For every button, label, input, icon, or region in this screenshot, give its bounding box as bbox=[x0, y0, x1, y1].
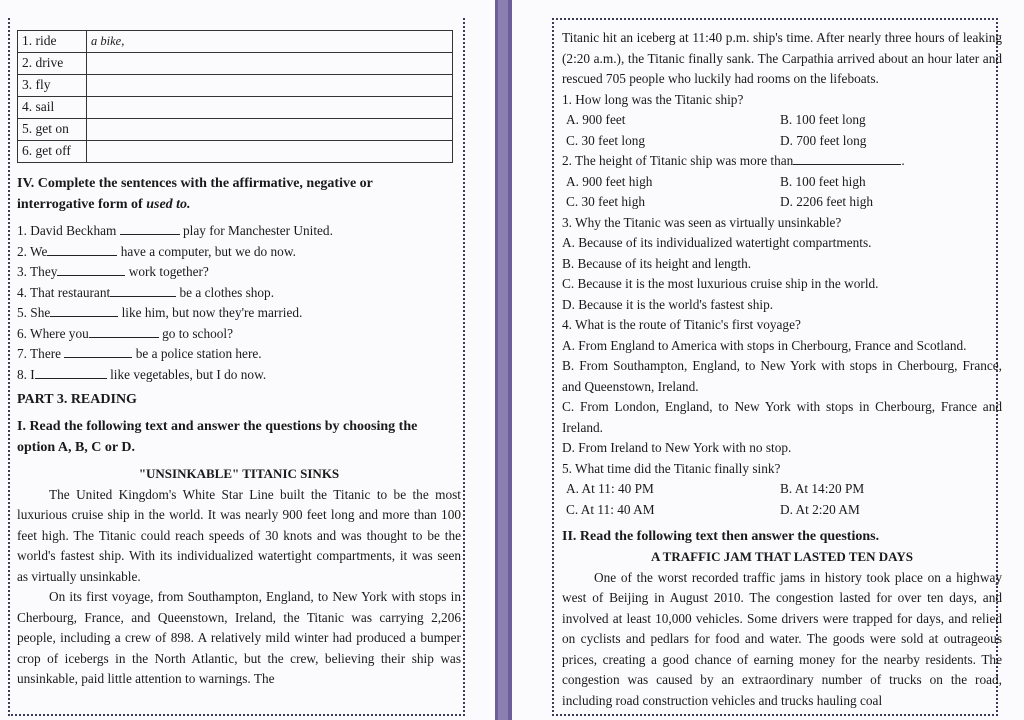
answer-blank[interactable] bbox=[47, 255, 117, 256]
verb-cell: 5. get on bbox=[18, 119, 87, 141]
table-row bbox=[18, 53, 453, 75]
answer-cell[interactable] bbox=[87, 141, 453, 163]
section-iv-heading-text: interrogative form of bbox=[17, 197, 147, 212]
sentence-3 bbox=[17, 262, 461, 283]
table-row bbox=[18, 31, 453, 53]
verb-cell: 3. fly bbox=[18, 75, 87, 97]
sentence-5 bbox=[17, 303, 461, 324]
sentence-text: 2. We bbox=[17, 243, 48, 259]
table-row bbox=[18, 141, 453, 163]
option-b[interactable]: B. 100 feet long bbox=[780, 112, 866, 127]
table-row bbox=[18, 75, 453, 97]
sentence-text: 5. She bbox=[17, 305, 51, 320]
option-a[interactable]: A. From England to America with stops in Cherbourg, France and Scotland. bbox=[562, 337, 967, 353]
answer-blank[interactable] bbox=[120, 234, 180, 235]
sentence-1 bbox=[17, 221, 461, 242]
article-2-paragraph: One of the worst recorded traffic jams in history took place on a highway west of Beijing in August 2010. The congestion lasted for over ten days, and involved at least 10,000 vehicles. Some drivers were trapped for days, and relied on cyclists and pedlars for food and water. The goods were sold at outrageous prices, creating a good chance of earning money for the nearby residents. The congestion was caused by an extraordinary number of trucks on the road, including road construction vehicles and trucks hauling coal bbox=[562, 569, 1002, 708]
sentence-text: 8. I bbox=[17, 366, 35, 382]
question-2-options bbox=[562, 172, 1002, 213]
table-row bbox=[18, 97, 453, 119]
article-continuation: Titanic hit an iceberg at 11:40 p.m. ship's time. After nearly three hours of leaking (2:20 a.m.), the Titanic finally sank. The Carpathia arrived about an hour later and rescued 705 people who luckily had rooms on the lifeboats. bbox=[562, 30, 1002, 86]
answer-cell[interactable] bbox=[87, 97, 453, 119]
section-iv-heading: IV. Complete the sentences with the affirmative, negative or bbox=[17, 176, 373, 191]
option-d[interactable]: D. 700 feet long bbox=[780, 132, 867, 148]
table-row bbox=[18, 119, 453, 141]
section-iv-heading-line2 bbox=[17, 194, 461, 215]
verb-cell: 4. sail bbox=[18, 97, 87, 119]
article-paragraph-1: The United Kingdom's White Star Line built the Titanic to be the most luxurious cruise ship in the world. It was nearly 900 feet long and more than 100 feet high. The Titanic could reach speeds of 30 knots and was thought to be the world's fastest ship. With its individualized watertight compartments, it was seen as virtually unsinkable. bbox=[17, 486, 461, 584]
verb-table bbox=[17, 30, 453, 163]
sentence-7 bbox=[17, 344, 461, 365]
article-paragraph-2: On its first voyage, from Southampton, England, to New York with stops in Cherbourg, France, and Queenstown, Ireland, the Titanic was carrying 2,206 people, including a crew of 898. A relatively mild winter had produced a bumper crop of icebergs in the North Atlantic, but the crew, believing their ship was unsinkable, paid little attention to warnings. The bbox=[17, 589, 461, 686]
option-c[interactable]: C. At 11: 40 AM bbox=[566, 501, 655, 517]
sentence-text: 7. There bbox=[17, 346, 62, 361]
question-text: 2. The height of Titanic ship was more than bbox=[562, 153, 794, 168]
question-2: 2. The height of Titanic ship was more than . bbox=[562, 153, 905, 168]
sentence-text: 3. They bbox=[17, 264, 58, 279]
option-c[interactable]: C. 30 feet long bbox=[566, 132, 646, 148]
sentence-4 bbox=[17, 283, 461, 304]
answer-blank[interactable] bbox=[110, 296, 176, 297]
answer-blank[interactable] bbox=[57, 275, 125, 276]
option-b[interactable]: B. 100 feet high bbox=[780, 173, 866, 189]
option-a[interactable]: A. At 11: 40 PM bbox=[566, 481, 654, 496]
sentence-text: like vegetables, but I do now. bbox=[110, 366, 267, 382]
left-page bbox=[0, 0, 498, 720]
sentence-2 bbox=[17, 242, 461, 263]
option-a[interactable]: A. Because of its individualized watertight compartments. bbox=[562, 235, 872, 250]
answer-cell[interactable] bbox=[87, 75, 453, 97]
answer-cell[interactable]: a bike, bbox=[87, 31, 453, 53]
sentence-text: be a police station here. bbox=[135, 346, 262, 361]
sentence-text: work together? bbox=[128, 264, 209, 279]
question-5: 5. What time did the Titanic finally sink? bbox=[562, 460, 781, 476]
sentence-6 bbox=[17, 324, 461, 345]
sentence-text: have a computer, but we do now. bbox=[120, 243, 296, 259]
answer-blank[interactable] bbox=[50, 316, 118, 317]
sentence-text: 1. David Beckham bbox=[17, 223, 117, 238]
option-b[interactable]: B. Because of its height and length. bbox=[562, 255, 752, 271]
sentence-text: like him, but now they're married. bbox=[121, 305, 303, 320]
sentence-text: play for Manchester United. bbox=[183, 223, 333, 238]
right-page-content bbox=[562, 28, 1002, 711]
article-2-title: A TRAFFIC JAM THAT LASTED TEN DAYS bbox=[651, 549, 913, 564]
sentence-8 bbox=[17, 365, 461, 386]
answer-blank[interactable] bbox=[793, 164, 901, 165]
option-c[interactable]: C. 30 feet high bbox=[566, 194, 646, 209]
answer-cell[interactable] bbox=[87, 119, 453, 141]
reading-i-heading: I. Read the following text and answer the questions by choosing the bbox=[17, 419, 418, 434]
sentence-text: go to school? bbox=[162, 325, 233, 341]
option-a[interactable]: A. 900 feet bbox=[566, 112, 626, 127]
sentence-text: 6. Where you bbox=[17, 325, 89, 341]
answer-blank[interactable] bbox=[64, 357, 132, 358]
article-title: "UNSINKABLE" TITANIC SINKS bbox=[138, 466, 340, 481]
verb-cell: 2. drive bbox=[18, 53, 87, 75]
right-page bbox=[508, 0, 1024, 720]
option-b[interactable]: B. From Southampton, England, to New York with stops in Cherbourg, France, and Queenstown, Ireland. bbox=[562, 358, 1002, 394]
option-c[interactable]: C. Because it is the most luxurious cruise ship in the world. bbox=[562, 276, 879, 291]
part-3-heading: PART 3. READING bbox=[17, 392, 137, 407]
option-d[interactable]: D. 2206 feet high bbox=[780, 194, 874, 209]
sentence-text: be a clothes shop. bbox=[179, 284, 275, 300]
sentence-text: 4. That restaurant bbox=[17, 284, 111, 300]
option-b[interactable]: B. At 14:20 PM bbox=[780, 481, 865, 496]
reading-i-heading-line2: option A, B, C or D. bbox=[17, 440, 135, 455]
section-iv-heading-italic: used to. bbox=[146, 197, 191, 212]
answer-blank[interactable] bbox=[89, 337, 159, 338]
question-1: 1. How long was the Titanic ship? bbox=[562, 91, 744, 107]
left-page-content bbox=[17, 30, 461, 690]
question-4: 4. What is the route of Titanic's first voyage? bbox=[562, 317, 801, 332]
verb-cell: 6. get off bbox=[18, 141, 87, 163]
option-d[interactable]: D. From Ireland to New York with no stop. bbox=[562, 440, 792, 455]
question-1-options bbox=[562, 110, 1002, 151]
option-d[interactable]: D. Because it is the world's fastest ship. bbox=[562, 296, 774, 312]
question-3: 3. Why the Titanic was seen as virtually unsinkable? bbox=[562, 214, 842, 230]
verb-cell: 1. ride bbox=[18, 31, 87, 53]
answer-cell[interactable] bbox=[87, 53, 453, 75]
option-c[interactable]: C. From London, England, to New York with stops in Cherbourg, France and Ireland. bbox=[562, 399, 1002, 435]
question-5-options bbox=[562, 479, 1002, 520]
option-d[interactable]: D. At 2:20 AM bbox=[780, 501, 860, 517]
part-ii-heading: II. Read the following text then answer the questions. bbox=[562, 529, 880, 544]
option-a[interactable]: A. 900 feet high bbox=[566, 173, 653, 189]
answer-blank[interactable] bbox=[35, 378, 107, 379]
